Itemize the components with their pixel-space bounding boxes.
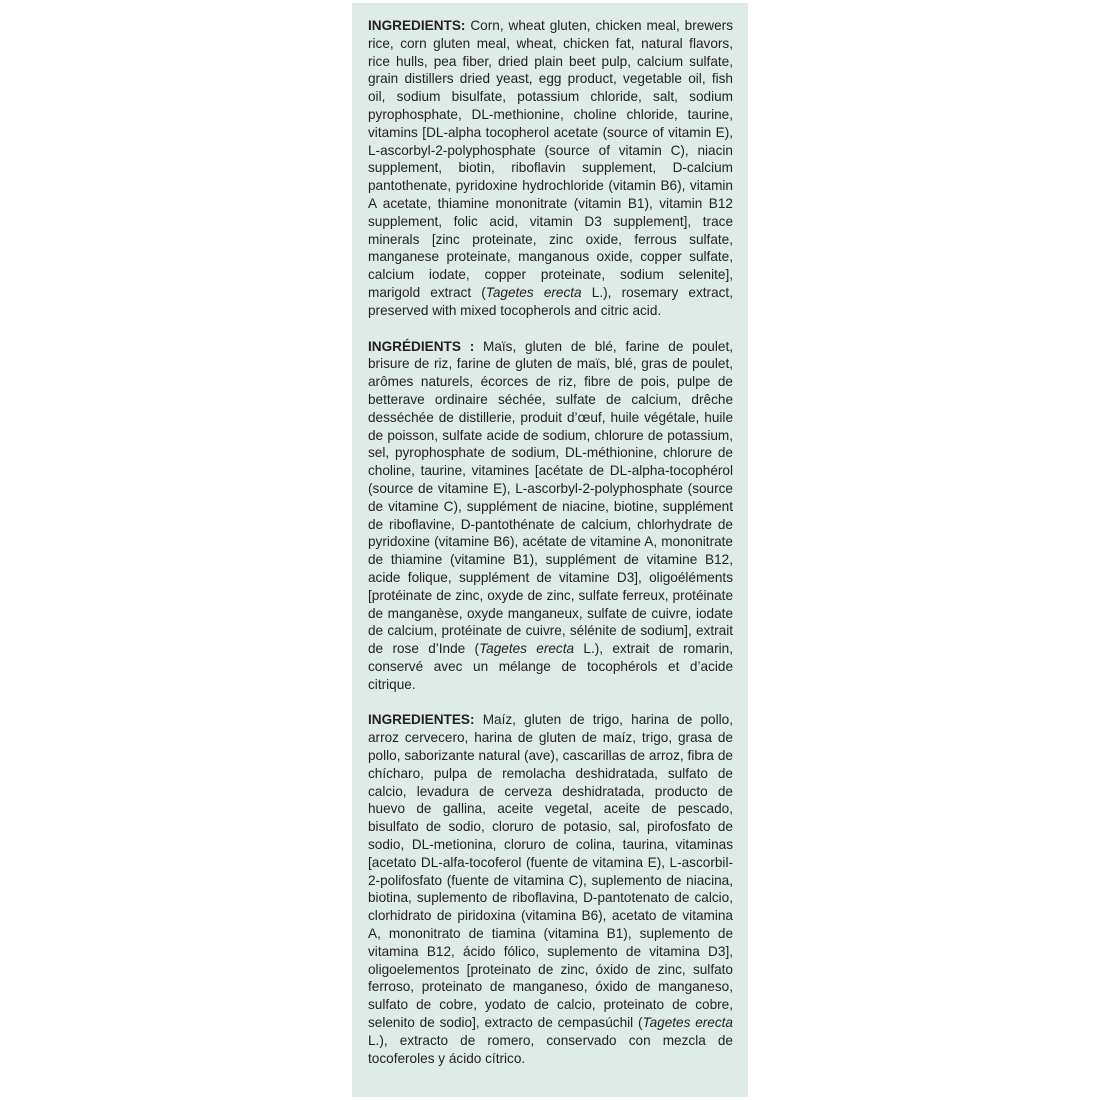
ingredients-spanish-text-end: L.), extracto de romero, conservado con mezcla de tocoferoles y ácido cítrico. bbox=[368, 1032, 733, 1066]
ingredients-french-text: Maïs, gluten de blé, farine de poulet, brisure de riz, farine de gluten de maïs, blé, gras de poulet, arômes naturels, écorces de riz, fibre de pois, pulpe de betterave ordinaire séchée, sulfate de calcium, drêche desséchée de distillerie, produit d’œuf, huile végétale, huile de poisson, sulfate acide de sodium, chlorure de potassium, sel, pyrophosphate de sodium, DL-méthionine, chlorure de choline, taurine, vitamines [acétate de DL-alpha-tocophérol (source de vitamine E), L-ascorbyl-2-polyphosphate (source de vitamine C), supplément de niacine, biotine, supplément de riboflavine, D-pantothénate de calcium, chlorhydrate de pyridoxine (vitamine B6), acétate de vitamine A, mononitrate de thiamine (vitamine B1), supplément de vitamine B12, acide folique, supplément de vitamine D3], oligoéléments [protéinate de zinc, oxyde de zinc, sulfate ferreux, protéinate de manganèse, oxyde manganeux, sulfate de cuivre, iodate de calcium, protéinate de cuivre, sélénite de sodium], extrait de rose d’Inde ( bbox=[368, 338, 734, 657]
ingredients-spanish-label: INGREDIENTES: bbox=[368, 712, 475, 728]
ingredients-english-label: INGREDIENTS: bbox=[368, 18, 466, 33]
ingredients-english-text: Corn, wheat gluten, chicken meal, brewers rice, corn gluten meal, wheat, chicken fat, natural flavors, rice hulls, pea fiber, dried plain beet pulp, calcium sulfate, grain distillers dried yeast, egg product, vegetable oil, fish oil, sodium bisulfate, potassium chloride, salt, sodium pyrophosphate, DL-methionine, choline chloride, taurine, vitamins [DL-alpha tocopherol acetate (source of vitamin E), L-ascorbyl-2-polyphosphate (source of vitamin C), niacin supplement, biotin, riboflavin supplement, D-calcium pantothenate, pyridoxine hydrochloride (vitamin B6), vitamin A acetate, thiamine mononitrate (vitamin B1), vitamin B12 supplement, folic acid, vitamin D3 supplement], trace minerals [zinc proteinate, zinc oxide, ferrous sulfate, manganese proteinate, manganous oxide, copper sulfate, calcium iodate, copper proteinate, sodium selenite], marigold extract ( bbox=[368, 18, 733, 300]
ingredients-french-text-end: L.), extrait de romarin, conservé avec un mélange de tocophérols et d’acide citrique. bbox=[368, 641, 733, 692]
ingredients-spanish-text: Maíz, gluten de trigo, harina de pollo, arroz cervecero, harina de gluten de maíz, trigo, grasa de pollo, saborizante natural (ave), cascarillas de arroz, fibra de chícharo, pulpa de remolacha deshidratada, sulfato de calcio, levadura de cerveza deshidratada, producto de huevo de gallina, aceite vegetal, aceite de pescado, bisulfato de sodio, cloruro de potasio, sal, pirofosfato de sodio, DL-metionina, cloruro de colina, taurina, vitaminas [acetato DL-alfa-tocoferol (fuente de vitamina E), L-ascorbil-2-polifosfato (fuente de vitamina C), suplemento de niacina, biotina, suplemento de riboflavina, D-pantotenato de calcio, clorhidrato de piridoxina (vitamina B6), acetato de vitamina A, mononitrato de tiamina (vitamina B1), suplemento de vitamina B12, ácido fólico, suplemento de vitamina D3], oligoelementos [proteinato de zinc, óxido de zinc, sulfato ferroso, proteinato de manganeso, óxido de manganeso, sulfato de cobre, yodato de calcio, proteinato de cobre, selenito de sodio], extracto de cempasúchil ( bbox=[368, 712, 733, 1031]
ingredients-spanish-scientific-name: Tagetes erecta bbox=[642, 1015, 733, 1031]
ingredients-english-text-end: L.), rosemary extract, preserved with mixed tocopherols and citric acid. bbox=[368, 284, 733, 318]
ingredients-panel bbox=[352, 3, 748, 1097]
ingredients-spanish bbox=[368, 711, 733, 1067]
ingredients-french bbox=[368, 338, 733, 694]
ingredients-english-scientific-name: Tagetes erecta bbox=[485, 284, 582, 300]
ingredients-french-scientific-name: Tagetes erecta bbox=[479, 641, 575, 657]
ingredients-french-label: INGRÉDIENTS : bbox=[368, 338, 475, 354]
ingredients-english bbox=[368, 17, 733, 320]
